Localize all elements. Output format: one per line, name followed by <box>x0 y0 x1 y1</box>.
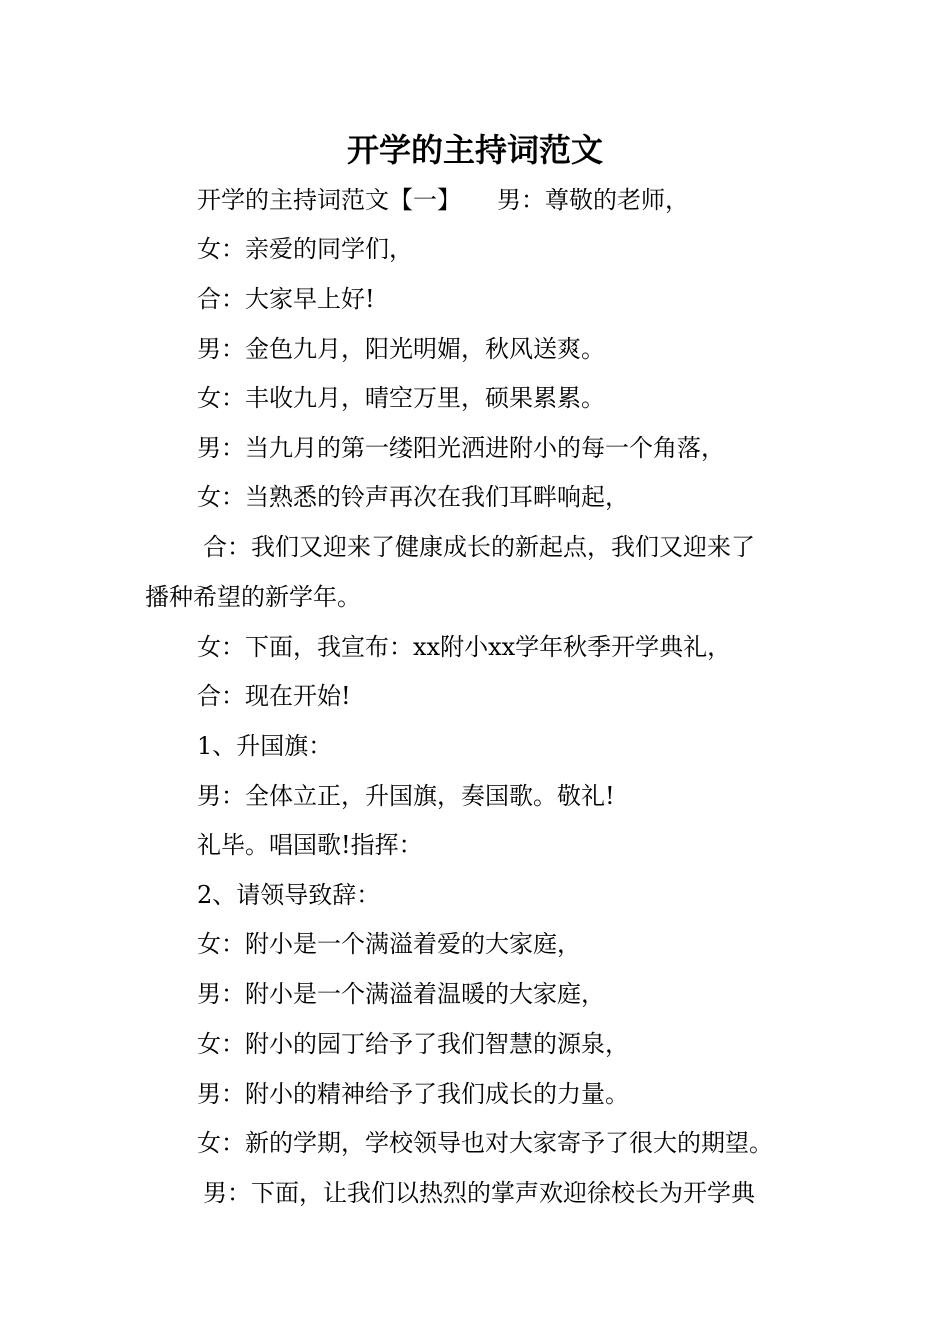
text-line: 男：下面，让我们以热烈的掌声欢迎徐校长为开学典 <box>203 1179 755 1207</box>
text-line: 女：亲爱的同学们， <box>197 235 413 263</box>
text-line: 女：附小是一个满溢着爱的大家庭， <box>197 930 581 958</box>
text-line: 开学的主持词范文【一】 男：尊敬的老师， <box>197 186 689 214</box>
text-line: 男：附小的精神给予了我们成长的力量。 <box>197 1080 629 1108</box>
text-line: 男：当九月的第一缕阳光洒进附小的每一个角落， <box>197 434 725 462</box>
text-line: 女：下面，我宣布：xx附小xx学年秋季开学典礼， <box>197 633 732 661</box>
text-line: 女：新的学期，学校领导也对大家寄予了很大的期望。 <box>197 1129 773 1157</box>
text-line: 男：金色九月，阳光明媚，秋风送爽。 <box>197 335 605 363</box>
text-line: 男：附小是一个满溢着温暖的大家庭， <box>197 980 605 1008</box>
text-line: 1、升国旗： <box>197 732 333 760</box>
text-line: 合：大家早上好! <box>197 285 375 313</box>
text-line: 2、请领导致辞： <box>197 881 381 909</box>
text-line: 合：现在开始! <box>197 682 351 710</box>
document-title: 开学的主持词范文 <box>346 131 603 169</box>
text-line: 女：附小的园丁给予了我们智慧的源泉， <box>197 1030 629 1058</box>
text-line: 礼毕。唱国歌!指挥： <box>197 831 423 859</box>
text-line: 合：我们又迎来了健康成长的新起点，我们又迎来了 <box>203 533 755 561</box>
text-line: 播种希望的新学年。 <box>145 583 361 611</box>
text-line: 男：全体立正，升国旗，奏国歌。敬礼! <box>197 782 615 810</box>
text-line: 女：丰收九月，晴空万里，硕果累累。 <box>197 384 605 412</box>
text-line: 女：当熟悉的铃声再次在我们耳畔响起， <box>197 483 629 511</box>
